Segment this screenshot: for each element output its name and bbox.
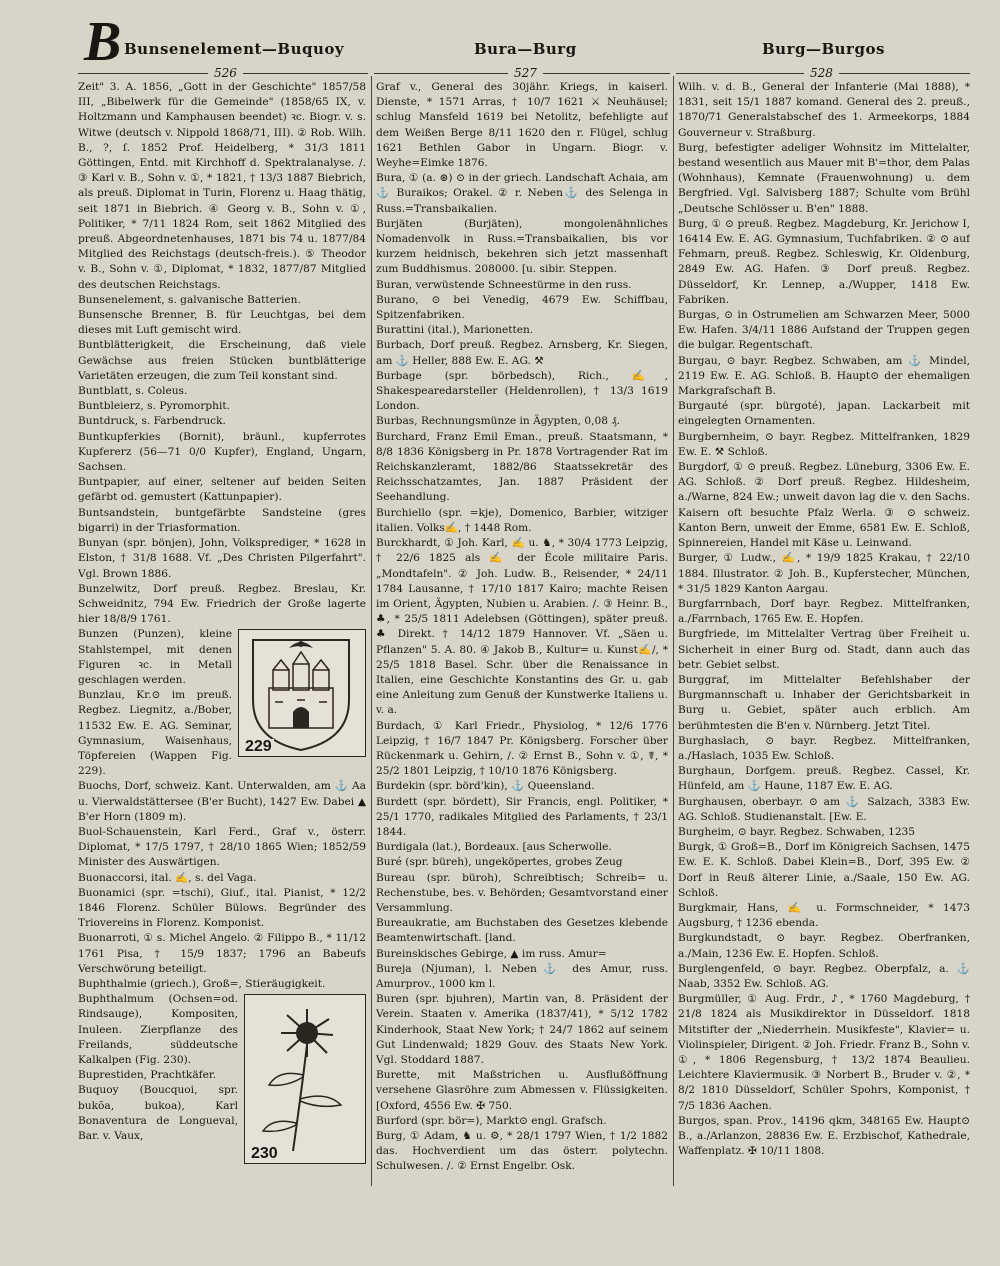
entry-text: Burette, mit Maßstrichen u. Ausflußöffnung versehene Glasröhre zum Abmessen v. Flüssigkeiten. [Oxford, 4556 Ew. ✠ 750. — [376, 1069, 668, 1112]
entry-text: Buonaccorsi, ital. ✍, s. del Vaga. — [78, 871, 257, 884]
center-column — [376, 80, 668, 1190]
entry-text: Bunyan (spr. bönjen), John, Volksprediger, * 1628 in Elston, † 31/8 1688. Vf. „Des Christen Pilgerfahrt". Vgl. Brown 1886. — [78, 537, 366, 580]
entry-text: Buphthalmie (griech.), Groß=, Stieräugigkeit. — [78, 977, 326, 990]
entry-text: Burgauté (spr. bürgoté), japan. Lackarbeit mit eingelegten Ornamenten. — [678, 400, 970, 428]
entry-text: Buonarroti, ① s. Michel Angelo. ② Filippo B., * 11/12 1761 Pisa, † 15/9 1837; 1796 an Babeufs Verschwörung beteiligt. — [78, 932, 366, 975]
entry-text: Buntkupferkies (Bornit), bräunl., kupferrotes Kupfererz (56—71 0/0 Kupfer), England, Ungarn, Sachsen. — [78, 430, 366, 474]
entry-text: Burgkmair, Hans, ✍ u. Formschneider, * 1473 Augsburg, † 1236 ebenda. — [678, 901, 970, 930]
buphthalmum-flower-icon — [245, 995, 363, 1161]
entry-text: Burgheim, ⊙ bayr. Regbez. Schwaben, 1235 — [678, 825, 916, 838]
figure-number: 229 — [245, 738, 272, 756]
center-page-number: 527 — [508, 66, 543, 80]
entry-text: Graf v., General des 30jähr. Kriegs, in kaiserl. Dienste, * 1571 Arras, † 10/7 1621 ⚔ Neuhäusel; schlug Mansfeld 1619 bei Netolitz, befehligte auf dem Weißen Berge 8/11 1620 den r. Flügel, schlug 1621 Bethlen Gabor in Ungarn. Biogr. v. Weyhe=Eimke 1876. — [376, 81, 668, 170]
entry-text: Burbage (spr. börbedsch), Rich., ✍, Shakespearedarsteller (Heldenrollen), † 13/3 1619 London. — [376, 369, 668, 413]
entry-text: Buonamici (spr. =tschi), Giuf., ital. Pianist, * 12/2 1846 Florenz. Schüler Bülows. Begründer des Triovereins in Florenz. Komponist. — [78, 886, 366, 930]
entry-text: Bureau (spr. büroh), Schreibtisch; Schreib= u. Rechenstube, bes. v. Behörden; Gesamtvorstand einer Versammlung. — [376, 871, 668, 914]
entry-text: Burggraf, im Mittelalter Befehlshaber der Burgmannschaft u. Inhaber der Gerichtsbarkeit in Burg u. Gebiet, später auch erblich. Am berühmtesten die B'en v. Nürnberg. Jetzt Titel. — [678, 673, 970, 732]
entry-text: Buren (spr. bjuhren), Martin van, 8. Präsident der Verein. Staaten v. Amerika (1837/41), * 5/12 1782 Kinderhook, Staat New York; † 24/7 1862 auf seinem Gut Lindenwald; 1829 Gouv. des Staats New York. Vgl. Stoddard 1887. — [376, 993, 668, 1066]
entry-text: Bunzlau, Kr.⊙ im preuß. Regbez. Liegnitz, a./Bober, 11532 Ew. E. AG. Seminar, Gymnasium, Waisenhaus, Töpfereien (Wappen Fig. 229). — [78, 689, 232, 778]
entry-text: Bureinskisches Gebirge, ▲ im russ. Amur= — [376, 947, 607, 960]
center-column-title: Bura—Burg — [474, 40, 577, 58]
left-column-title: Bunsenelement—Buquoy — [124, 40, 345, 58]
left-page-number: 526 — [208, 66, 243, 80]
right-page-number: 528 — [804, 66, 839, 80]
entry-text: Buol-Schauenstein, Karl Ferd., Graf v., österr. Diplomat, * 17/5 1797, † 28/10 1865 Wien; 1852/59 Minister des Auswärtigen. — [78, 825, 366, 869]
entry-text: Burger, ① Ludw., ✍, * 19/9 1825 Krakau, † 22/10 1884. Illustrator. ② Joh. B., Kupferstecher, München, * 31/5 1829 Kanton Aargau. — [678, 552, 970, 595]
entry-text: Burckhardt, ① Joh. Karl, ✍ u. ♞, * 30/4 1773 Leipzig, † 22/6 1825 als ✍ der École militaire Paris. „Mondtafeln". ② Joh. Ludw. B., Reisender, * 24/11 1784 Lausanne, † 17/10 1817 Kairo; machte Reisen im Orient, Ägypten, Nubien u. Arabien. /. ③ Heinr. B., ♣, * 25/5 1811 Adelebsen (Göttingen), später preuß. ♣ Direkt. † 14/12 1879 Hannover. Vf. „Säen u. Pflanzen" 5. A. 80. ④ Jakob B., Kultur= u. Kunst✍/, * 25/5 1818 Basel. Schr. über die Renaissance in Italien, eine Geschichte Konstantins des Gr. u. gab eine Anleitung zum Genuß der Kunstwerke Italiens u. v. a. — [376, 537, 668, 717]
entry-text: Burford (spr. bör=), Markt⊙ engl. Grafsch. — [376, 1114, 607, 1127]
entry-text: Burjäten (Burjäten), mongolenähnliches Nomadenvolk in Russ.=Transbaikalien, bis vor kurzem heidnisch, bekehren sich jetzt massenhaft zum Buddhismus. 208000. [u. sibir. Steppen. — [376, 217, 668, 276]
entry-text: Burg, ① ⊙ preuß. Regbez. Magdeburg, Kr. Jerichow I, 16414 Ew. E. AG. Gymnasium, Tuchfabriken. ② ⊙ auf Fehmarn, preuß. Regbez. Schleswig, Kr. Oldenburg, 2849 Ew. AG. Hafen. ③ Dorf preuß. Regbez. Düsseldorf, Kr. Lennep, a./Wupper, 1418 Ew. Fabriken. — [678, 217, 970, 306]
entry-text: Buprestiden, Prachtkäfer. — [78, 1069, 217, 1082]
entry-text: Zeit" 3. A. 1856, „Gott in der Geschichte" 1857/58 III, „Bibelwerk für die Gemeinde" (1858/65 IX, v. Holtzmann und Kamphausen beendet) ꝛc. Biogr. v. s. Witwe (deutsch v. Nippold 1868/71, III). ② Rob. Wilh. B., ?, ſ. 1852 Prof. Heidelberg, * 31/3 1811 Göttingen, Entd. mit Kirchhoff d. Spektralanalyse. /. ③ Karl v. B., Sohn v. ①, * 1821, † 13/3 1887 Biebrich, als preuß. Diplomat in Turin, Florenz u. Haag thätig, seit 1871 in Biebrich. ④ Georg v. B., Sohn v. ①, Politiker, * 7/11 1824 Rom, seit 1862 Mitglied des preuß. Abgeordnetenhauses, 1871 bis 74 u. 1877/84 Mitglied des Reichstags (deutsch-freis.). ⑤ Theodor v. B., Sohn v. ①, Diplomat, * 1832, 1877/87 Mitglied des deutschen Reichstags. — [78, 81, 366, 291]
entry-text: Burgdorf, ① ⊙ preuß. Regbez. Lüneburg, 3306 Ew. E. AG. Schloß. ② Dorf preuß. Regbez. Hildesheim, a./Warne, 824 Ew.; unweit davon lag die v. den Sachs. Kaisern oft besuchte Pfalz Werla. ③ ⊙ schweiz. Kanton Bern, unweit der Emme, 6581 Ew. E. Schloß, Spinnereien, Handel mit Käse u. Leinwand. — [678, 461, 970, 550]
entry-text: Burdekin (spr. börd'kin), ⚓ Queensland. — [376, 780, 595, 793]
entry-text: Burdett (spr. bördett), Sir Francis, engl. Politiker, * 25/1 1770, radikales Mitglied des Parlaments, † 23/1 1844. — [376, 795, 668, 838]
entry-text: Burgfriede, im Mittelalter Vertrag über Freiheit u. Sicherheit in einer Burg od. Stadt, dann auch das betr. Gebiet selbst. — [678, 628, 970, 671]
entry-text: Buntblätterigkeit, die Erscheinung, daß viele Gewächse aus freien Stücken buntblätterige Varietäten erzeugen, die zum Teil konstant sind. — [78, 339, 366, 382]
figure-number: 230 — [251, 1144, 278, 1162]
entry-text: Buran, verwüstende Schneestürme in den russ. — [376, 278, 632, 291]
entry-text: Bura, ① (a. ⊛) ⊙ in der griech. Landschaft Achaia, am ⚓ Buraikos; Orakel. ② r. Neben⚓ des Selenga in Russ.=Transbaikalien. — [376, 172, 668, 215]
column-divider — [371, 76, 372, 1186]
entry-text: Burg, ① Adam, ♞ u. ⚙, * 28/1 1797 Wien, † 1/2 1882 das. Hochverdient um das österr. polytechn. Schulwesen. /. ② Ernst Engelbr. Osk. — [376, 1130, 668, 1173]
entry-text: Bunzelwitz, Dorf preuß. Regbez. Breslau, Kr. Schweidnitz, 794 Ew. Friedrich der Große lagerte hier 18/8/9 1761. — [78, 582, 366, 626]
entry-text: Burdigala (lat.), Bordeaux. [aus Scherwolle. — [376, 841, 612, 854]
column-divider — [673, 76, 674, 1186]
entry-text: Burghaslach, ⊙ bayr. Regbez. Mittelfranken, a./Haslach, 1035 Ew. Schloß. — [678, 734, 970, 762]
flower-figure — [244, 994, 366, 1164]
entry-text: Burghausen, oberbayr. ⊙ am ⚓ Salzach, 3383 Ew. AG. Schloß. Studienanstalt. [Ew. E. — [678, 795, 970, 823]
entry-text: Wilh. v. d. B., General der Infanterie (Mai 1888), * 1831, seit 15/1 1887 komand. General des 2. preuß., 1870/71 Generalstabschef des 1. Armeekorps, 1884 Gouverneur v. Straßburg. — [678, 81, 970, 139]
entry-text: Burgk, ① Groß=B., Dorf im Königreich Sachsen, 1475 Ew. E. K. Schloß. Dabei Klein=B., Dorf, 395 Ew. ② Dorf in Reuß älterer Linie, a./Saale, 150 Ew. AG. Schloß. — [678, 841, 970, 899]
entry-text: Buntblatt, s. Coleus. — [78, 385, 188, 398]
entry-text: Bureaukratie, am Buchstaben des Gesetzes klebende Beamtenwirtschaft. [land. — [376, 917, 668, 945]
entry-text: Burg, befestigter adeliger Wohnsitz im Mittelalter, bestand wesentlich aus Mauer mit B'=thor, dem Palas (Wohnhaus), Kemnate (Frauenwohnung) u. dem Bergfried. Vgl. Salvisberg 1887; Schulte vom Brühl „Deutsche Schlösser u. B'en" 1888. — [678, 141, 970, 215]
right-column-title: Burg—Burgos — [762, 40, 885, 58]
entry-text: Buntsandstein, buntgefärbte Sandsteine (gres bigarri) in der Triasformation. — [78, 506, 366, 534]
entry-text: Burano, ⊙ bei Venedig, 4679 Ew. Schiffbau, Spitzenfabriken. — [376, 293, 668, 322]
entry-text: Burbas, Rechnungsmünze in Ägypten, 0,08 ₰. — [376, 415, 621, 428]
entry-text: Buntdruck, s. Farbendruck. — [78, 415, 226, 428]
section-letter: B — [84, 11, 122, 73]
entry-text: Buquoy (Boucquoi, spr. bukõa, bukoa), Karl Bonaventura de Longueval, Bar. v. Vaux, — [78, 1084, 238, 1143]
entry-text: Burgau, ⊙ bayr. Regbez. Schwaben, am ⚓ Mindel, 2119 Ew. E. AG. Schloß. B. Haupt⊙ der ehemaligen Markgrafschaft B. — [678, 354, 970, 398]
entry-text: Burgbernheim, ⊙ bayr. Regbez. Mittelfranken, 1829 Ew. E. ⚒ Schloß. — [678, 430, 970, 458]
entry-text: Buphthalmum (Ochsen=od. Rindsauge), Kompositen, Inuleen. Zierpflanze des Freilands, süddeutsche Kalkalpen (Fig. 230). — [78, 993, 238, 1066]
entry-text: Buntpapier, auf einer, seltener auf beiden Seiten gefärbt od. gemustert (Kattunpapier). — [78, 476, 366, 504]
entry-text: Burattini (ital.), Marionetten. — [376, 324, 534, 337]
entry-text: Buntbleierz, s. Pyromorphit. — [78, 400, 230, 413]
entry-text: Buochs, Dorf, schweiz. Kant. Unterwalden, am ⚓ Aa u. Vierwaldstättersee (B'er Bucht), 1427 Ew. Dabei ▲ B'er Horn (1809 m). — [78, 780, 366, 823]
entry-text: Burgkundstadt, ⊙ bayr. Regbez. Oberfranken, a./Main, 1236 Ew. E. Hopfen. Schloß. — [678, 932, 970, 960]
left-column — [78, 80, 366, 1190]
entry-text: Burdach, ① Karl Friedr., Physiolog, * 12/6 1776 Leipzig, † 16/7 1847 Pr. Königsberg. Forscher über Rückenmark u. Gehirn, /. ② Ernst B., Sohn v. ①, ☤, * 25/2 1801 Leipzig, † 10/10 1876 Königsberg. — [376, 719, 668, 778]
right-column — [678, 80, 970, 1190]
coat-of-arms-figure — [238, 629, 366, 757]
entry-text: Burgfarrnbach, Dorf bayr. Regbez. Mittelfranken, a./Farrnbach, 1765 Ew. E. Hopfen. — [678, 597, 970, 626]
entry-text: Bunsensche Brenner, B. für Leuchtgas, bei dem dieses mit Luft gemischt wird. — [78, 309, 366, 337]
bunzlau-coat-of-arms-icon — [239, 630, 363, 754]
entry-text: Burbach, Dorf preuß. Regbez. Arnsberg, Kr. Siegen, am ⚓ Heller, 888 Ew. E. AG. ⚒ — [376, 339, 668, 367]
entry-text: Burchiello (spr. =kje), Domenico, Barbier, witziger italien. Volks✍, † 1448 Rom. — [376, 506, 668, 534]
entry-text: Burgos, span. Prov., 14196 qkm, 348165 Ew. Haupt⊙ B., a./Arlanzon, 28836 Ew. E. Erzbischof, Kathedrale, Waffenplatz. ✠ 10/11 1808. — [678, 1114, 970, 1158]
entry-text: Burgmüller, ① Aug. Frdr., ♪, * 1760 Magdeburg, † 21/8 1824 als Musikdirektor in Düsseldorf. 1818 Mitstifter der „Niederrhein. Musikfeste", Klavier= u. Violinspieler, Dirigent. ② Joh. Friedr. Franz B., Sohn v. ①, * 1806 Regensburg, † 13/2 1874 Beaulieu. Leichtere Klaviermusik. ③ Norbert B., Bruder v. ②, * 8/2 1810 Düsseldorf, Schüler Spohrs, Komponist, † 7/5 1836 Aachen. — [678, 993, 970, 1112]
entry-text: Burchard, Franz Emil Eman., preuß. Staatsmann, * 8/8 1836 Königsberg in Pr. 1878 Vortragender Rat im Reichskanzleramt, 1882/86 Staatssekretär des Reichsschatzamtes, Jan. 1887 Präsident der Seehandlung. — [376, 430, 668, 504]
entry-text: Bunsenelement, s. galvanische Batterien. — [78, 293, 301, 306]
entry-text: Bureja (Njuman), l. Neben⚓ des Amur, russ. Amurprov., 1000 km l. — [376, 962, 668, 990]
entry-text: Burgas, ⊙ in Ostrumelien am Schwarzen Meer, 5000 Ew. Hafen. 3/4/11 1886 Aufstand der Truppen gegen die bulgar. Regentschaft. — [678, 309, 970, 352]
entry-text: Bunzen (Punzen), kleine Stahlstempel, mit denen Figuren ꝛc. in Metall geschlagen werden. — [78, 628, 232, 686]
entry-text: Burglengenfeld, ⊙ bayr. Regbez. Oberpfalz, a. ⚓ Naab, 3352 Ew. Schloß. AG. — [678, 962, 970, 990]
entry-text: Burghaun, Dorfgem. preuß. Regbez. Cassel, Kr. Hünfeld, am ⚓ Haune, 1187 Ew. E. AG. — [678, 765, 970, 793]
entry-text: Buré (spr. büreh), ungeköpertes, grobes Zeug — [376, 856, 623, 869]
